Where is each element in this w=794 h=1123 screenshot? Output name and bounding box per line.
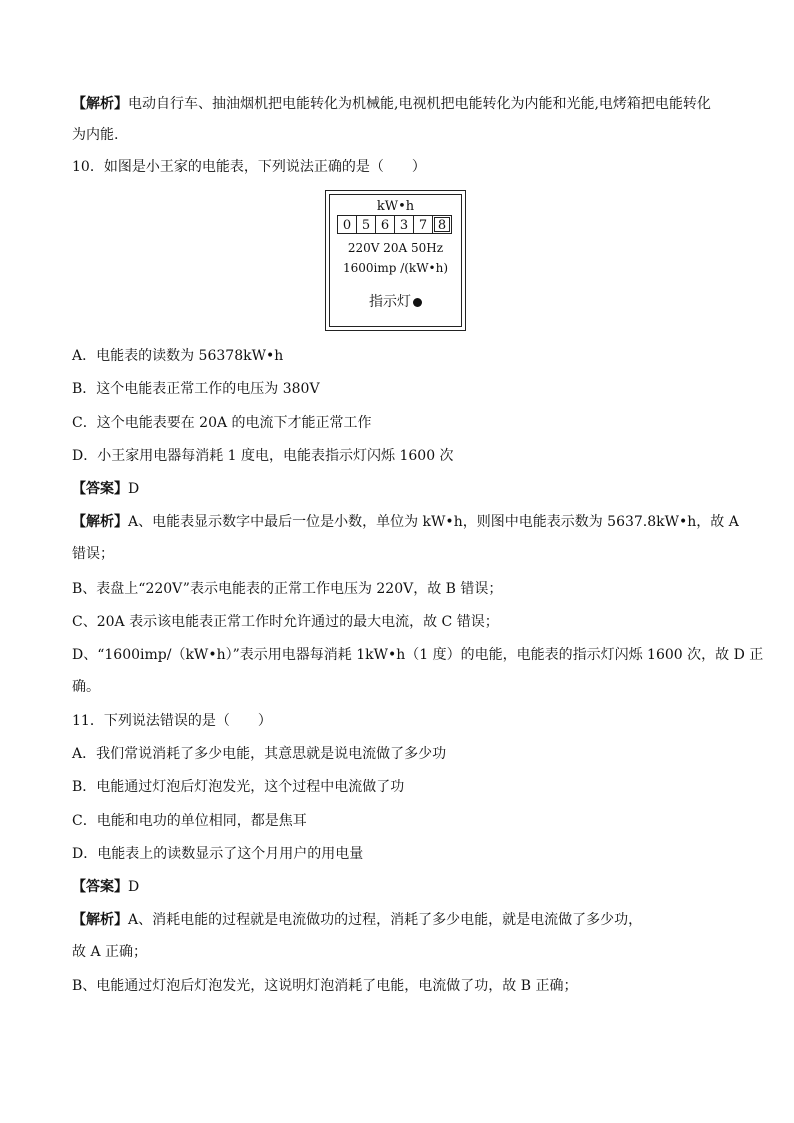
answer-line xyxy=(72,877,139,897)
indicator-light-icon xyxy=(413,298,422,307)
explanation-line: 【解析】A、消耗电能的过程就是电流做功的过程，消耗了多少电能，就是电流做了多少功， xyxy=(72,912,643,928)
indicator-label: 指示灯 xyxy=(369,294,411,310)
meter-spec-rating: 220V 20A 50Hz xyxy=(347,241,444,255)
answer-label: 【答案】 xyxy=(72,481,128,497)
meter-unit-label: kW•h xyxy=(376,199,415,214)
meter-digit: 6 xyxy=(375,215,395,234)
analysis-label: 【解析】 xyxy=(72,96,128,112)
meter-decimal-digit: 8 xyxy=(432,215,452,234)
answer-value: D xyxy=(128,481,140,497)
meter-digit: 3 xyxy=(394,215,414,234)
meter-digit: 5 xyxy=(356,215,376,234)
explanation-line: 故 A 正确； xyxy=(72,944,148,960)
option-c: C．电能和电功的单位相同，都是焦耳 xyxy=(72,813,307,829)
explanation-line: B、表盘上“220V”表示电能表的正常工作电压为 220V，故 B 错误； xyxy=(72,581,503,597)
energy-meter-figure xyxy=(325,190,466,331)
answer-value: D xyxy=(128,879,140,895)
question-11-stem: 11．下列说法错误的是（ ） xyxy=(72,713,272,729)
meter-indicator xyxy=(330,291,461,311)
answer-line xyxy=(72,479,139,499)
analysis-label: 【解析】 xyxy=(72,912,128,928)
explanation-line: 为内能. xyxy=(72,127,119,143)
option-d: D．小王家用电器每消耗 1 度电，电能表指示灯闪烁 1600 次 xyxy=(72,448,454,464)
energy-meter-panel xyxy=(329,194,462,327)
question-10-stem: 10．如图是小王家的电能表，下列说法正确的是（ ） xyxy=(72,159,426,175)
meter-digit: 0 xyxy=(337,215,357,234)
explanation-line: 错误； xyxy=(72,546,114,562)
option-d: D．电能表上的读数显示了这个月用户的用电量 xyxy=(72,846,364,862)
meter-digit: 7 xyxy=(413,215,433,234)
explanation-line: 【解析】A、电能表显示数字中最后一位是小数，单位为 kW•h，则图中电能表示数为 5637.8kW•h，故 A xyxy=(72,514,739,530)
option-c: C．这个电能表要在 20A 的电流下才能正常工作 xyxy=(72,415,372,431)
explanation-line: 【解析】电动自行车、抽油烟机把电能转化为机械能,电视机把电能转化为内能和光能,电烤箱把电能转化 xyxy=(72,96,711,112)
explanation-line: 确。 xyxy=(72,679,100,695)
meter-digit-row xyxy=(337,215,451,234)
option-a: A．电能表的读数为 56378kW•h xyxy=(72,348,284,364)
option-b: B．这个电能表正常工作的电压为 380V xyxy=(72,381,320,397)
analysis-label: 【解析】 xyxy=(72,514,128,530)
explanation-line: D、“1600imp/（kW•h）”表示用电器每消耗 1kW•h（1 度）的电能，电能表的指示灯闪烁 1600 次，故 D 正 xyxy=(72,647,764,663)
explanation-line: C、20A 表示该电能表正常工作时允许通过的最大电流，故 C 错误； xyxy=(72,614,499,630)
explanation-line: B、电能通过灯泡后灯泡发光，这说明灯泡消耗了电能，电流做了功，故 B 正确； xyxy=(72,978,578,994)
answer-label: 【答案】 xyxy=(72,879,128,895)
option-b: B．电能通过灯泡后灯泡发光，这个过程中电流做了功 xyxy=(72,779,405,795)
meter-spec-constant: 1600imp /(kW•h) xyxy=(342,261,449,275)
option-a: A．我们常说消耗了多少电能，其意思就是说电流做了多少功 xyxy=(72,746,447,762)
